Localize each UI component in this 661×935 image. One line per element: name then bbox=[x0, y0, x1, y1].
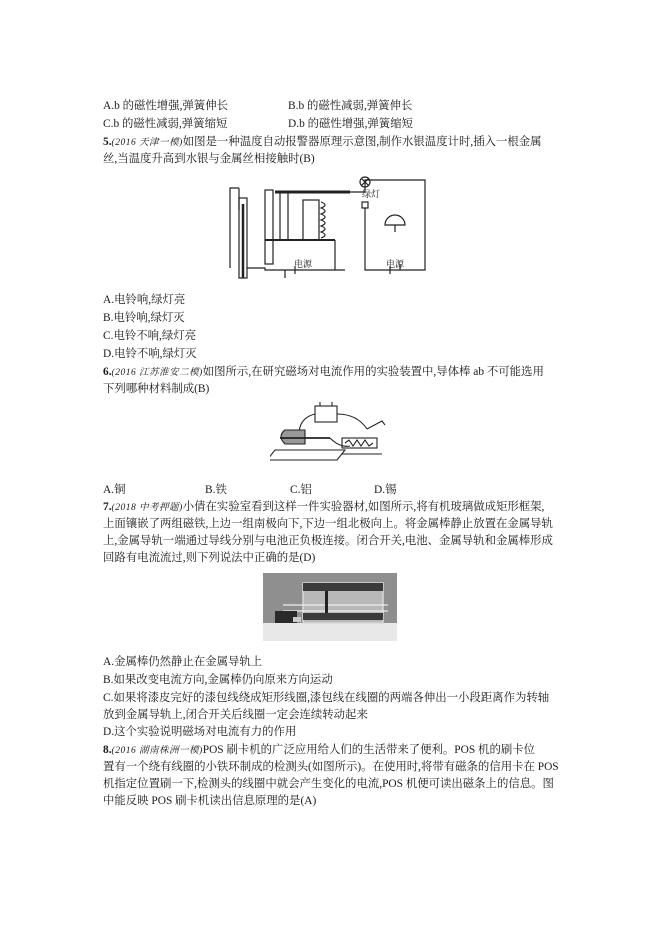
q4-option-b: B.b 的磁性减弱,弹簧伸长 bbox=[288, 100, 413, 112]
q8-stem-line4: 中能反映 POS 刷卡机读出信息原理的是(A) bbox=[103, 795, 317, 807]
q6-stem-line2: 下列哪种材料制成(B) bbox=[103, 383, 210, 395]
q5-green-lamp-label: 绿灯 bbox=[362, 189, 381, 199]
q6-option-c: C.铝 bbox=[290, 484, 312, 496]
q7-source: (2018 中考押题) bbox=[111, 503, 183, 513]
q7-option-a: A.金属棒仍然静止在金属导轨上 bbox=[103, 656, 263, 668]
q5-stem-line2: 丝,当温度升高到水银与金属丝相接触时(B) bbox=[103, 153, 315, 165]
q8-source: (2016 湖南株洲一模) bbox=[111, 746, 203, 756]
q6-number: 6. bbox=[103, 366, 112, 378]
q7-option-b: B.如果改变电流方向,金属棒仍向原来方向运动 bbox=[103, 674, 333, 686]
q7-stem-line2: 上面镶嵌了两组磁铁,上边一组南极向下,下边一组北极向上。将金属棒静止放置在金属导轨 bbox=[103, 518, 553, 530]
q8-stem-line1 bbox=[103, 742, 535, 759]
switch-icon bbox=[367, 421, 385, 429]
q7-option-c-line1: C.如果将漆皮完好的漆包线绕成矩形线圈,漆包线在线圈的两端各伸出一小段距离作为转轴 bbox=[103, 692, 550, 704]
q5-alarm-circuit-figure bbox=[225, 170, 440, 285]
q7-photo-content bbox=[263, 573, 397, 641]
horseshoe-magnet bbox=[281, 430, 305, 444]
q5-option-d: D.电铃不响,绿灯灭 bbox=[103, 348, 197, 360]
coil bbox=[321, 202, 325, 238]
q6-text-1: 如图所示,在研究磁场对电流作用的实验装置中,导体棒 ab 不可能选用 bbox=[202, 366, 544, 378]
q5-power-right-label: 电源 bbox=[386, 259, 405, 269]
q5-power-left-label: 电源 bbox=[294, 259, 313, 269]
q5-text-1: 如图是一种温度自动报警器原理示意图,制作水银温度计时,插入一根金属 bbox=[182, 136, 542, 148]
q8-stem-line2: 置有一个绕有线圈的小铁环制成的检测头(如图所示)。在使用时,将带有磁条的信用卡在 POS bbox=[103, 761, 559, 773]
bell-icon bbox=[385, 215, 405, 225]
q7-stem-line4: 回路有电流流过,则下列说法中正确的是(D) bbox=[103, 552, 316, 564]
q5-number: 5. bbox=[103, 136, 112, 148]
left-wire-1 bbox=[230, 188, 239, 268]
q8-number: 8. bbox=[103, 744, 112, 756]
q7-text-1: 小倩在实验室看到这样一件实验器材,如图所示,将有机玻璃做成矩形框架, bbox=[182, 501, 545, 513]
q6-source: (2016 江苏淮安二模) bbox=[111, 368, 203, 378]
q4-option-d: D.b 的磁性增强,弹簧缩短 bbox=[288, 118, 413, 130]
q6-option-d: D.锡 bbox=[374, 484, 397, 496]
q5-option-a: A.电铃响,绿灯亮 bbox=[103, 294, 186, 306]
magnet-frame bbox=[265, 190, 273, 264]
q5-option-b: B.电铃响,绿灯灭 bbox=[103, 312, 185, 324]
q6-stem-line1 bbox=[103, 364, 544, 381]
q5-stem-line1 bbox=[103, 134, 542, 151]
q8-stem-line3: 机指定位置刷一下,检测头的线圈中就会产生变化的电流,POS 机便可读出磁条上的信息。图 bbox=[103, 778, 554, 790]
q6-option-b: B.铁 bbox=[205, 484, 227, 496]
base-platform bbox=[270, 450, 345, 460]
q6-option-a: A.铜 bbox=[103, 484, 126, 496]
q7-stem-line3: 上,金属导轨一端通过导线分别与电池正负极连接。闭合开关,电池、金属导轨和金属棒形成 bbox=[103, 535, 553, 547]
q7-option-d: D.这个实验说明磁场对电流有力的作用 bbox=[103, 726, 297, 738]
battery-icon bbox=[315, 406, 337, 422]
q5-source: (2016 天津一模) bbox=[111, 138, 183, 148]
q6-magnet-apparatus-figure bbox=[270, 398, 395, 473]
q4-option-a: A.b 的磁性增强,弹簧伸长 bbox=[103, 100, 228, 112]
q4-option-c: C.b 的磁性减弱,弹簧缩短 bbox=[103, 118, 228, 130]
q7-option-c-line2: 放到金属导轨上,闭合开关后线圈一定会连续转动起来 bbox=[103, 709, 368, 721]
q8-text-1: POS 刷卡机的广泛应用给人们的生活带来了便利。POS 机的刷卡位 bbox=[202, 744, 536, 756]
q7-number: 7. bbox=[103, 501, 112, 513]
q7-apparatus-photo bbox=[263, 573, 397, 641]
q7-stem-line1 bbox=[103, 499, 544, 516]
q5-option-c: C.电铃不响,绿灯亮 bbox=[103, 330, 197, 342]
